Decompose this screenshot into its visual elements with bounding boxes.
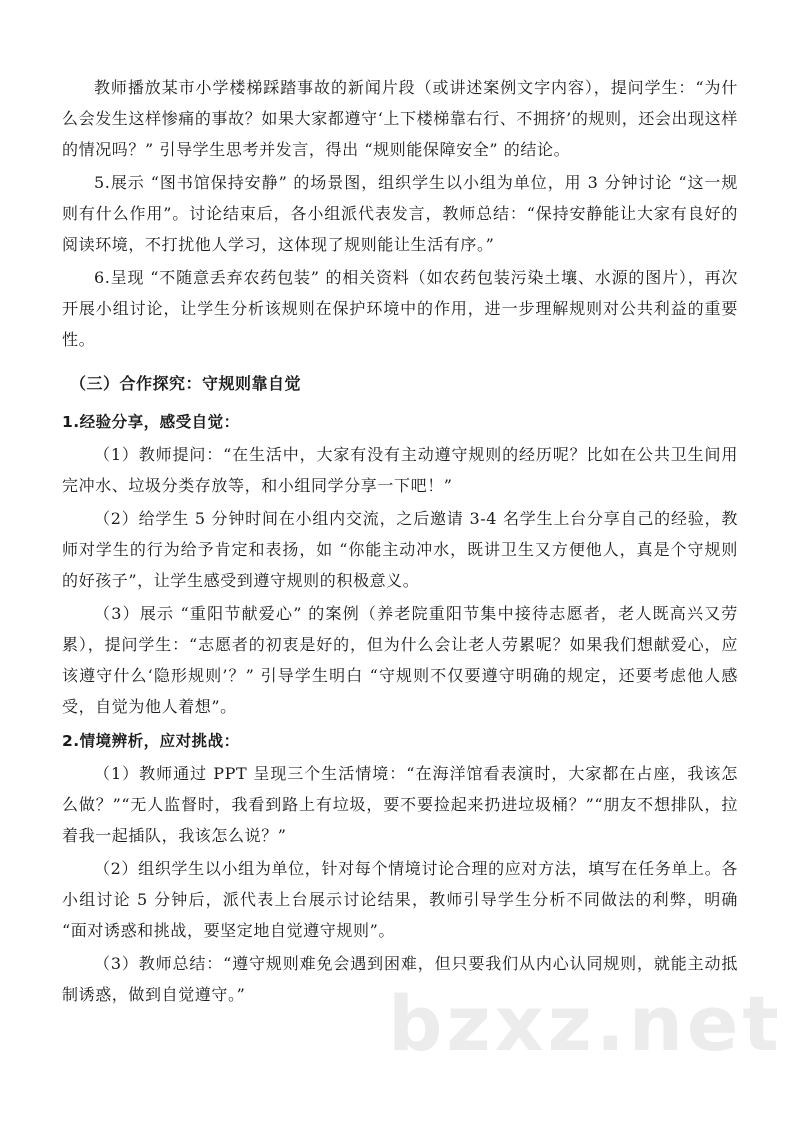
paragraph-pesticide-packaging: 6.呈现 “不随意丢弃农药包装” 的相关资料（如农药包装污染土壤、水源的图片），再次开展小组讨论，让学生分析该规则在保护环境中的作用，进一步理解规则对公共利益的重要性。 [62, 268, 738, 349]
section-heading: （三）合作探究：守规则靠自觉 [70, 374, 302, 393]
part1-heading: 1.经验分享，感受自觉： [62, 413, 240, 431]
part2-item-1: （1）教师通过 PPT 呈现三个生活情境：“在海洋馆看表演时，大家都在占座，我该怎么做？”“无人监督时，我看到路上有垃圾，要不要捡起来扔进垃圾桶？”“朋友不想排队，拉着我一起插队，我该怎么说？” [62, 764, 738, 845]
part1-item-3: （3）展示 “重阳节献爱心” 的案例（养老院重阳节集中接待志愿者，老人既高兴又劳累），提问学生：“志愿者的初衷是好的，但为什么会让老人劳累呢？如果我们想献爱心，应该遵守什么‘隐形规则’？” 引导学生明白 “守规则不仅要遵守明确的规定，还要考虑他人感受，自觉为他人着想”。 [62, 604, 738, 716]
paragraph-accident-case: 教师播放某市小学楼梯踩踏事故的新闻片段（或讲述案例文字内容），提问学生：“为什么会发生这样惨痛的事故？如果大家都遵守‘上下楼梯靠右行、不拥挤’的规则，还会出现这样的情况吗？” 引导学生思考并发言，得出 “规则能保障安全” 的结论。 [62, 78, 738, 159]
watermark-logo: bzxz.net [388, 979, 783, 1068]
part1-item-2: （2）给学生 5 分钟时间在小组内交流，之后邀请 3-4 名学生上台分享自己的经验，教师对学生的行为给予肯定和表扬，如 “你能主动冲水，既讲卫生又方便他人，真是个守规则的好孩子”，让学生感受到遵守规则的积极意义。 [62, 509, 738, 590]
part2-heading: 2.情境辨析，应对挑战： [62, 732, 240, 750]
document-body [62, 72, 738, 1012]
part2-item-2: （2）组织学生以小组为单位，针对每个情境讨论合理的应对方法，填写在任务单上。各小组讨论 5 分钟后，派代表上台展示讨论结果，教师引导学生分析不同做法的利弊，明确 “面对诱惑和挑战，要坚定地自觉遵守规则”。 [62, 859, 738, 940]
part1-item-1: （1）教师提问：“在生活中，大家有没有主动遵守规则的经历呢？比如在公共卫生间用完冲水、垃圾分类存放等，和小组同学分享一下吧！” [62, 445, 738, 495]
part2-item-3: （3）教师总结：“遵守规则难免会遇到困难，但只要我们从内心认同规则，就能主动抵制诱惑，做到自觉遵守。” [62, 954, 738, 1004]
paragraph-library-quiet: 5.展示 “图书馆保持安静” 的场景图，组织学生以小组为单位，用 3 分钟讨论 “这一规则有什么作用”。讨论结束后，各小组派代表发言，教师总结：“保持安静能让大家有良好的阅读环境，不打扰他人学习，这体现了规则能让生活有序。” [62, 173, 738, 254]
